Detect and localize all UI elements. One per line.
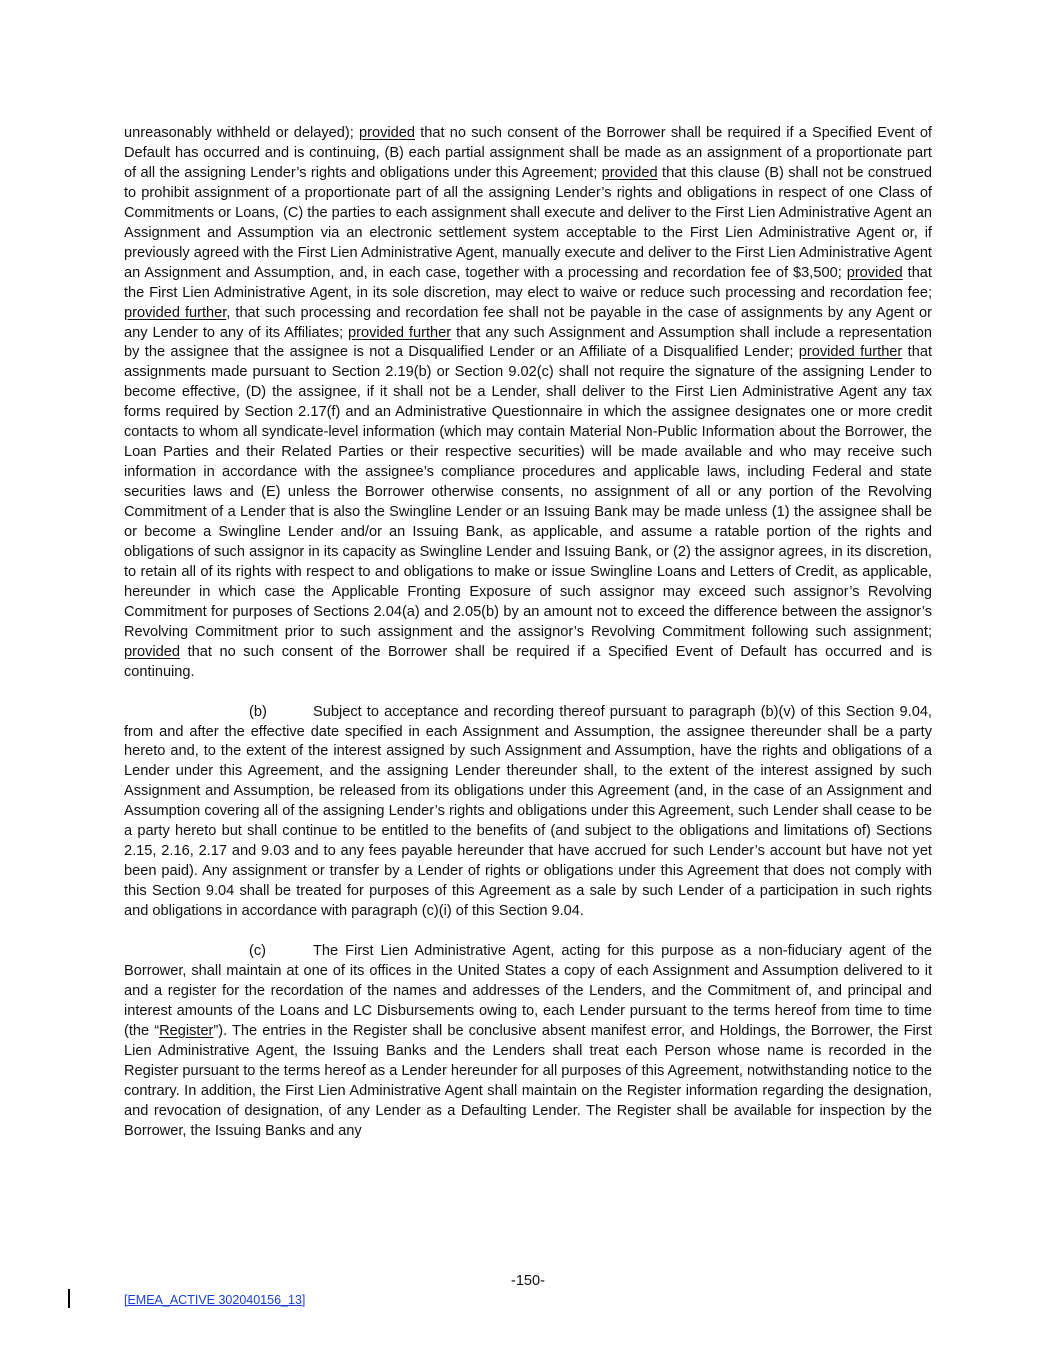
text-run: The First Lien Administrative Agent, acting for this purpose as a non-fiduciary agent of the Borrower, shall maintain at one of its offices in the United States a copy of each Assignment and Assumption delivered to it and a register for the recordation of the names and addresses of the Lenders, and the Commitment of, and principal and interest amounts of the Loans and LC Disbursements owing to, each Lender pursuant to the terms hereof from time to time (the “ xyxy=(124,942,932,1039)
text-run: that this clause (B) shall not be construed to prohibit assignment of a proportionate part of all the assigning Lender’s rights and obligations in respect of one Class of Commitments or Loans, (C) the parties to each assignment shall execute and deliver to the First Lien Administrative Agent an Assignment and Assumption via an electronic settlement system acceptable to the First Lien Administrative Agent or, if previously agreed with the First Lien Administrative Agent, manually execute and deliver to the First Lien Administrative Agent an Assignment and Assumption, and, in each case, together with a processing and recordation fee of $3,500; xyxy=(124,164,932,281)
paragraph-b xyxy=(124,703,932,922)
register-defined-term: Register xyxy=(159,1022,214,1039)
text-run: that no such consent of the Borrower shall be required if a Specified Event of Default has occurred and is continuing. xyxy=(124,643,932,680)
text-run: , that such processing and recordation fee shall not be payable in the case of assignments by any Agent or any Lender to any of its Affiliates; xyxy=(124,304,932,341)
page-number: -150- xyxy=(510,1273,546,1289)
provided-further-term: provided further xyxy=(798,344,903,361)
text-run: ”). The entries in the Register shall be conclusive absent manifest error, and Holdings, the Borrower, the First Lien Administrative Agent, the Issuing Banks and the Lenders shall treat each Person whose name is recorded in the Register pursuant to the terms hereof as a Lender hereunder for all purposes of this Agreement, notwithstanding notice to the contrary. In addition, the First Lien Administrative Agent shall maintain on the Register information regarding the designation, and revocation of designation, of any Lender as a Defaulting Lender. The Register shall be available for inspection by the Borrower, the Issuing Banks and any xyxy=(124,1022,933,1139)
text-run: that the First Lien Administrative Agent, in its sole discretion, may elect to waive or reduce such processing and recordation fee; xyxy=(124,264,932,301)
provided-term: provided xyxy=(846,264,903,281)
provided-term: provided xyxy=(601,164,658,181)
paragraph-c xyxy=(124,942,932,1142)
document-body xyxy=(124,124,932,1161)
text-run: unreasonably withheld or delayed); xyxy=(124,125,360,141)
paragraph-text: Subject to acceptance and recording thereof pursuant to paragraph (b)(v) of this Section 9.04, from and after the effective date specified in each Assignment and Assumption, the assignee thereunder shall be a party hereto and, to the extent of the interest assigned by such Assignment and Assumption, have the rights and obligations of a Lender under this Agreement, and the assigning Lender thereunder shall, to the extent of the interest assigned by such Assignment and Assumption, be released from its obligations under this Agreement (and, in the case of an Assignment and Assumption covering all of the assigning Lender’s rights and obligations under this Agreement, such Lender shall cease to be a party hereto but shall continue to be entitled to the benefits of (and subject to the obligations and limitations of) Sections 2.15, 2.16, 2.17 and 9.03 and to any fees payable hereunder that have accrued for such Lender’s account but have not yet been paid). Any assignment or transfer by a Lender of rights or obligations under this Agreement that does not comply with this Section 9.04 shall be treated for purposes of this Agreement as a sale by such Lender of a participation in such rights and obligations in accordance with paragraph (c)(i) of this Section 9.04. xyxy=(124,703,932,920)
provided-further-term: provided further xyxy=(124,304,227,321)
change-bar xyxy=(68,1289,70,1308)
document-reference-link[interactable]: [EMEA_ACTIVE 302040156_13] xyxy=(124,1293,306,1307)
continuation-paragraph xyxy=(124,124,932,683)
text-run: that assignments made pursuant to Section 2.19(b) or Section 9.02(c) shall not require the signature of the assigning Lender to become effective, (D) the assignee, if it shall not be a Lender, shall deliver to the First Lien Administrative Agent any tax forms required by Section 2.17(f) and an Administrative Questionnaire in which the assignee designates one or more credit contacts to whom all syndicate-level information (which may contain Material Non-Public Information about the Borrower, the Loan Parties and their Related Parties or their respective securities) will be made available and who may receive such information in accordance with the assignee’s compliance procedures and applicable laws, including Federal and state securities laws and (E) unless the Borrower otherwise consents, no assignment of all or any portion of the Revolving Commitment of a Lender that is also the Swingline Lender or an Issuing Bank may be made unless (1) the assignee shall be or become a Swingline Lender and/or an Issuing Bank, as applicable, and assume a ratable portion of the rights and obligations of such assignor in its capacity as Swingline Lender and Issuing Bank, or (2) the assignor agrees, in its discretion, to retain all of its rights with respect to and obligations to make or issue Swingline Loans and Letters of Credit, as applicable, hereunder in which case the Applicable Fronting Exposure of such assignor may exceed such assignor’s Revolving Commitment for purposes of Sections 2.04(a) and 2.05(b) by an amount not to exceed the difference between the assignor’s Revolving Commitment prior to such assignment and the assignor’s Revolving Commitment following such assignment; xyxy=(124,344,933,640)
provided-further-term: provided further xyxy=(348,324,452,341)
text-run: that any such Assignment and Assumption shall include a representation by the assignee that the assignee is not a Disqualified Lender or an Affiliate of a Disqualified Lender; xyxy=(124,324,932,361)
provided-term: provided xyxy=(359,125,415,141)
paragraph-marker: (c) xyxy=(249,942,267,959)
paragraph-marker: (b) xyxy=(249,703,267,720)
provided-term: provided xyxy=(124,643,180,660)
text-run: that no such consent of the Borrower shall be required if a Specified Event of Default has occurred and is continuing, (B) each partial assignment shall be made as an assignment of a proportionate part of all the assigning Lender’s rights and obligations under this Agreement; xyxy=(124,125,932,181)
